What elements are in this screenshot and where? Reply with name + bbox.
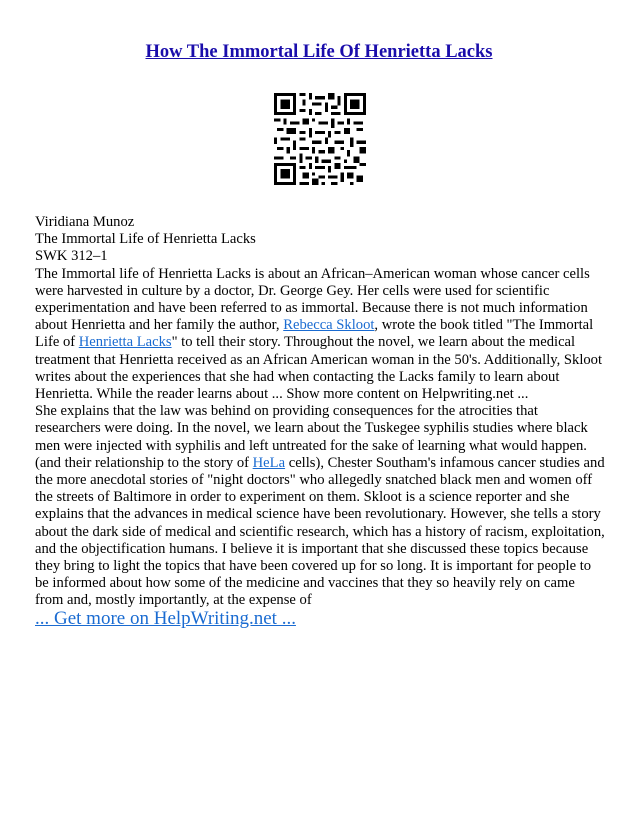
title-link[interactable]: How The Immortal Life Of Henrietta Lacks — [145, 42, 493, 62]
rebecca-skloot-link[interactable]: Rebecca Skloot — [283, 317, 375, 334]
hela-link[interactable]: HeLa — [252, 454, 286, 471]
qr-code-icon — [274, 93, 366, 185]
paragraph-1-text-a: The Immortal life of Henrietta Lacks is about an African–American woman whose cancer cells were harvested in culture by a doctor, Dr. George Gey. Her cells were used for scientific experimentation and have been referred to as immortal. Because there is not much information about Henrietta and her family the author, — [35, 265, 590, 334]
get-more-link[interactable]: ... Get more on HelpWriting.net ... — [35, 608, 296, 629]
paragraph-1-text-c: " to tell their story. Throughout the novel, we learn about the medical treatment that Henrietta received as an African American woman in the 50's. Additionally, Skloot writes about the experiences that she had when contacting the Lacks family to learn about Henrietta. While the reader learns about ... Show more content on Helpwriting.net ... — [35, 334, 603, 403]
paragraph-1 — [35, 266, 605, 404]
document-title — [0, 42, 638, 63]
author-line: Viridiana Munoz — [35, 214, 135, 230]
paragraph-2 — [35, 403, 605, 609]
paragraph-2-text-a: She explains that the law was behind on providing consequences for the atrocities that researchers were doing. In the novel, we learn about the Tuskegee syphilis studies where black men were injected with syphilis and left untreated for the sake of learning what would happen. (and their relationship to the story of — [35, 403, 588, 471]
document-body — [35, 214, 605, 610]
book-title-line: The Immortal Life of Henrietta Lacks — [35, 231, 256, 248]
course-line: SWK 312–1 — [35, 248, 108, 265]
paragraph-1-text-b: , wrote the book titled "The Immortal Life of — [35, 317, 594, 351]
paragraph-2-text-b: cells), Chester Southam's infamous cancer studies and the more anecdotal stories of "night doctors" who allegedly snatched black men and women off the streets of Baltimore in order to experiment on them. Skloot is a science reporter and she explains that the advances in medical science have been revolutionary. However, she tells a story about the dark side of medical and scientific research, which has a history of racism, exploitation, and the objectification humans. I believe it is important that she discussed these topics because they bring to light the topics that have been covered up for so long. It is important for people to be informed about how some of the medicine and vaccines that they so heavily rely on came from and, mostly importantly, at the expense of — [35, 454, 605, 609]
henrietta-lacks-link[interactable]: Henrietta Lacks — [78, 334, 172, 351]
